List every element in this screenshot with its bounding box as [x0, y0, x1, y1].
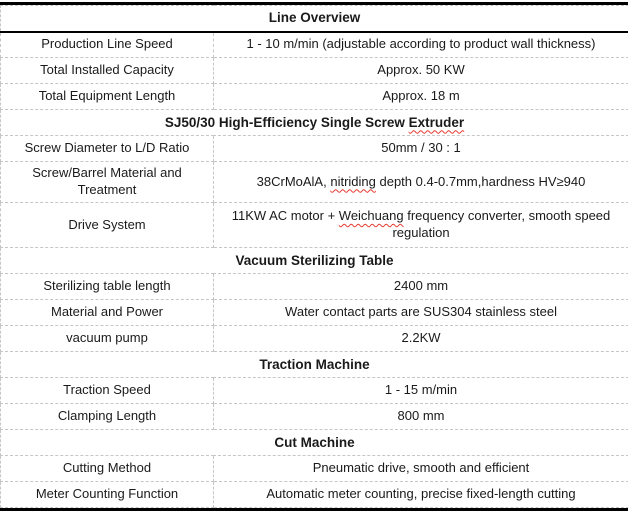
spec-value: 1 - 15 m/min — [214, 378, 628, 404]
spec-label: Screw/Barrel Material and Treatment — [1, 162, 214, 203]
spec-label: Clamping Length — [1, 404, 214, 430]
spec-value: 2400 mm — [214, 274, 628, 300]
value-text: depth 0.4-0.7mm,hardness HV≥940 — [376, 174, 585, 189]
spec-value: Pneumatic drive, smooth and efficient — [214, 456, 628, 482]
spec-label: Cutting Method — [1, 456, 214, 482]
table-row — [1, 456, 628, 482]
spec-value: 800 mm — [214, 404, 628, 430]
misspelled-word: nitriding — [330, 174, 376, 189]
section-title: Traction Machine — [1, 352, 628, 378]
section-title: Vacuum Sterilizing Table — [1, 248, 628, 274]
value-text: 38CrMoAlA, — [257, 174, 331, 189]
table-row — [1, 58, 628, 84]
table-row — [1, 404, 628, 430]
section-header-traction-machine — [1, 352, 628, 378]
spec-label: Meter Counting Function — [1, 482, 214, 508]
spec-label: Screw Diameter to L/D Ratio — [1, 136, 214, 162]
section-header-vacuum-sterilizing-table — [1, 248, 628, 274]
spec-label: Sterilizing table length — [1, 274, 214, 300]
production-line-spec-table — [0, 5, 628, 508]
spec-value: 50mm / 30 : 1 — [214, 136, 628, 162]
spec-label: Production Line Speed — [1, 32, 214, 58]
spec-label: Material and Power — [1, 300, 214, 326]
spec-value: Automatic meter counting, precise fixed-length cutting — [214, 482, 628, 508]
misspelled-word: Weichuang — [339, 208, 404, 223]
spec-value: Approx. 50 KW — [214, 58, 628, 84]
spec-label: Traction Speed — [1, 378, 214, 404]
spec-label: Total Installed Capacity — [1, 58, 214, 84]
section-title: Cut Machine — [1, 430, 628, 456]
section-title: Line Overview — [1, 6, 628, 32]
table-row — [1, 482, 628, 508]
section-header-cut-machine — [1, 430, 628, 456]
spec-label: Total Equipment Length — [1, 84, 214, 110]
spec-value — [214, 203, 628, 248]
section-header-line-overview — [1, 6, 628, 32]
misspelled-word: Extruder — [409, 115, 465, 130]
table-row — [1, 136, 628, 162]
spec-value: 2.2KW — [214, 326, 628, 352]
spec-table-frame — [0, 2, 628, 511]
value-text: frequency converter, smooth speed regulation — [392, 208, 610, 240]
section-title — [1, 110, 628, 136]
table-row — [1, 300, 628, 326]
spec-value: Water contact parts are SUS304 stainless steel — [214, 300, 628, 326]
section-title-text: SJ50/30 High-Efficiency Single Screw — [165, 115, 409, 130]
spec-value — [214, 162, 628, 203]
table-row — [1, 32, 628, 58]
spec-label: Drive System — [1, 203, 214, 248]
section-header-extruder — [1, 110, 628, 136]
table-row — [1, 274, 628, 300]
spec-value: Approx. 18 m — [214, 84, 628, 110]
value-text: 11KW AC motor + — [232, 208, 339, 223]
table-row — [1, 326, 628, 352]
table-row — [1, 84, 628, 110]
spec-value: 1 - 10 m/min (adjustable according to product wall thickness) — [214, 32, 628, 58]
spec-label: vacuum pump — [1, 326, 214, 352]
table-row — [1, 203, 628, 248]
table-row — [1, 378, 628, 404]
table-row — [1, 162, 628, 203]
